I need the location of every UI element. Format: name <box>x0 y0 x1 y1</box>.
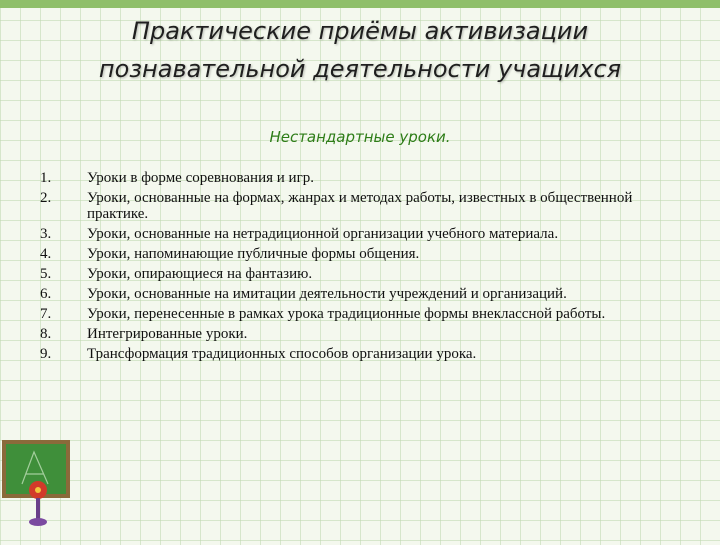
lesson-types-list <box>40 170 690 366</box>
list-item-text: Уроки, перенесенные в рамках урока традиционные формы внеклассной работы. <box>87 306 606 322</box>
top-stripe <box>0 0 720 8</box>
list-item-text: Уроки, основанные на формах, жанрах и методах работы, известных в общественной практике. <box>87 190 633 222</box>
slide-title <box>40 12 680 88</box>
list-item <box>40 286 690 302</box>
list-item <box>40 346 690 362</box>
list-item-text: Уроки, основанные на имитации деятельности учреждений и организаций. <box>87 286 567 302</box>
list-item <box>40 326 690 342</box>
list-item-number: 8. <box>40 326 52 342</box>
list-item-number: 9. <box>40 346 52 362</box>
list-item <box>40 190 690 222</box>
list-item-number: 3. <box>40 226 52 242</box>
list-item <box>40 170 690 186</box>
list-item-number: 6. <box>40 286 52 302</box>
list-item <box>40 266 690 282</box>
list-item-text: Уроки, основанные на нетрадиционной организации учебного материала. <box>87 226 559 242</box>
list-item-text: Интегрированные уроки. <box>87 326 248 342</box>
slide-title-line-1: Практические приёмы активизации <box>131 17 589 45</box>
flower-pot <box>29 518 47 526</box>
list-item-text: Уроки в форме соревнования и игр. <box>87 170 314 186</box>
list-item-text: Уроки, напоминающие публичные формы общения. <box>87 246 420 262</box>
flower-stem <box>36 498 40 520</box>
list-item <box>40 306 690 322</box>
list-item-text: Уроки, опирающиеся на фантазию. <box>87 266 313 282</box>
list-item-number: 1. <box>40 170 52 186</box>
list-item <box>40 246 690 262</box>
list-item-number: 4. <box>40 246 52 262</box>
list-item-text: Трансформация традиционных способов организации урока. <box>87 346 477 362</box>
list-item-number: 5. <box>40 266 52 282</box>
flower-center <box>35 487 41 493</box>
list-item-number: 7. <box>40 306 52 322</box>
chalkboard-with-flower-icon <box>0 440 80 540</box>
list-item-number: 2. <box>40 190 52 206</box>
list-item <box>40 226 690 242</box>
slide-subtitle: Нестандартные уроки. <box>269 128 451 146</box>
slide-title-line-2: познавательной деятельности учащихся <box>98 55 622 83</box>
